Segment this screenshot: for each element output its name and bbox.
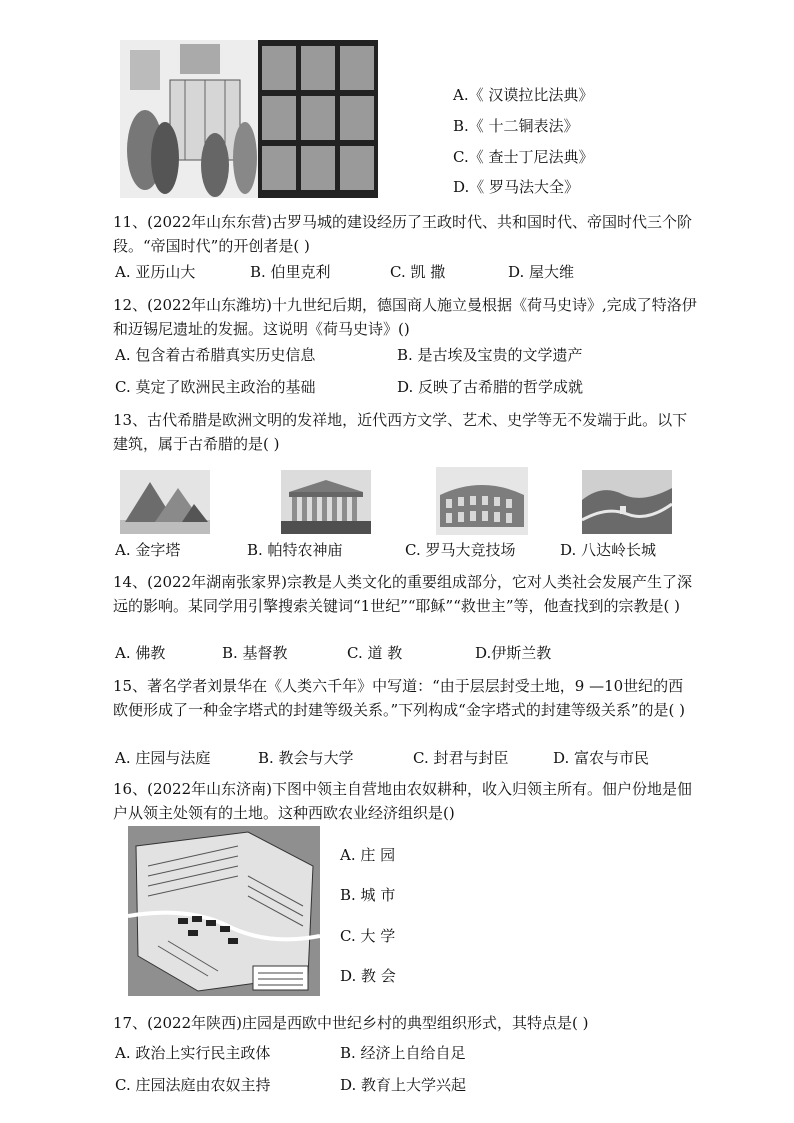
q13-option-a[interactable]: A. 金字塔 — [115, 541, 181, 559]
q17-option-c[interactable]: C. 庄园法庭由农奴主持 — [115, 1076, 271, 1094]
q14-stem: 14、(2022年湖南张家界)宗教是人类文化的重要组成部分，它对人类社会发展产生了深远的影响。某同学用引擎搜索关键词“1世纪”“耶稣”“救世主”等，他查找到的宗教是( ) — [113, 573, 692, 615]
q15-option-b[interactable]: B. 教会与大学 — [258, 749, 354, 767]
parthenon-image — [281, 470, 371, 534]
q17-option-d[interactable]: D. 教育上大学兴起 — [340, 1076, 467, 1094]
q10-option-b[interactable]: B.《 十二铜表法》 — [453, 117, 579, 135]
q15-option-c[interactable]: C. 封君与封臣 — [413, 749, 509, 767]
q17-option-a[interactable]: A. 政治上实行民主政体 — [115, 1044, 271, 1062]
q16-option-d[interactable]: D. 教 会 — [340, 967, 396, 985]
q11-option-d[interactable]: D. 屋大维 — [508, 263, 575, 281]
q11-option-b[interactable]: B. 伯里克利 — [250, 263, 331, 281]
q13-option-b[interactable]: B. 帕特农神庙 — [247, 541, 343, 559]
twelve-tables-figure — [120, 40, 378, 198]
q12-option-b[interactable]: B. 是古埃及宝贵的文学遗产 — [397, 346, 583, 364]
q16-option-a[interactable]: A. 庄 园 — [340, 846, 396, 864]
q15-option-d[interactable]: D. 富农与市民 — [553, 749, 650, 767]
roman-scene-illustration — [120, 40, 378, 198]
q13-stem: 13、古代希腊是欧洲文明的发祥地，近代西方文学、艺术、史学等无不发端于此。以下建筑，属于古希腊的是( ) — [113, 411, 688, 453]
pyramids-image — [120, 470, 210, 534]
q12-option-a[interactable]: A. 包含着古希腊真实历史信息 — [115, 346, 316, 364]
q11-option-a[interactable]: A. 亚历山大 — [115, 263, 196, 281]
great-wall-image — [582, 470, 672, 534]
q12-option-c[interactable]: C. 莫定了欧洲民主政治的基础 — [115, 378, 316, 396]
q15-option-a[interactable]: A. 庄园与法庭 — [115, 749, 211, 767]
q17-stem: 17、(2022年陕西)庄园是西欧中世纪乡村的典型组织形式，其特点是( ) — [113, 1014, 589, 1032]
q12-stem: 12、(2022年山东潍坊)十九世纪后期，德国商人施立曼根据《荷马史诗》,完成了特洛伊和迈锡尼遗址的发掘。这说明《荷马史诗》() — [113, 296, 697, 338]
q14-option-a[interactable]: A. 佛教 — [115, 644, 166, 662]
q16-option-b[interactable]: B. 城 市 — [340, 886, 396, 904]
q15-stem: 15、著名学者刘景华在《人类六千年》中写道：“由于层层封受土地，9 —10世纪的西欧便形成了一种金字塔式的封建等级关系。”下列构成“金字塔式的封建等级关系”的是( ) — [113, 677, 685, 719]
colosseum-image — [436, 467, 528, 535]
q14-option-c[interactable]: C. 道 教 — [347, 644, 403, 662]
q14-option-b[interactable]: B. 基督教 — [222, 644, 288, 662]
q12-option-d[interactable]: D. 反映了古希腊的哲学成就 — [397, 378, 584, 396]
q16-stem: 16、(2022年山东济南)下图中领主自营地由农奴耕种，收入归领主所有。佃户份地是佃户从领主处领有的土地。这种西欧农业经济组织是() — [113, 780, 692, 822]
q14-option-d[interactable]: D.伊斯兰教 — [475, 644, 552, 662]
q10-option-c[interactable]: C.《 查士丁尼法典》 — [453, 148, 594, 166]
manor-map — [128, 826, 320, 996]
q13-option-d[interactable]: D. 八达岭长城 — [560, 541, 657, 559]
q13-option-c[interactable]: C. 罗马大竞技场 — [405, 541, 516, 559]
q10-option-a[interactable]: A.《 汉谟拉比法典》 — [453, 86, 594, 104]
q11-stem: 11、(2022年山东东营)古罗马城的建设经历了王政时代、共和国时代、帝国时代三个阶段。“帝国时代”的开创者是( ) — [113, 213, 692, 255]
q10-option-d[interactable]: D.《 罗马法大全》 — [453, 178, 580, 196]
q16-option-c[interactable]: C. 大 学 — [340, 927, 396, 945]
q11-option-c[interactable]: C. 凯 撒 — [390, 263, 446, 281]
q17-option-b[interactable]: B. 经济上自给自足 — [340, 1044, 466, 1062]
